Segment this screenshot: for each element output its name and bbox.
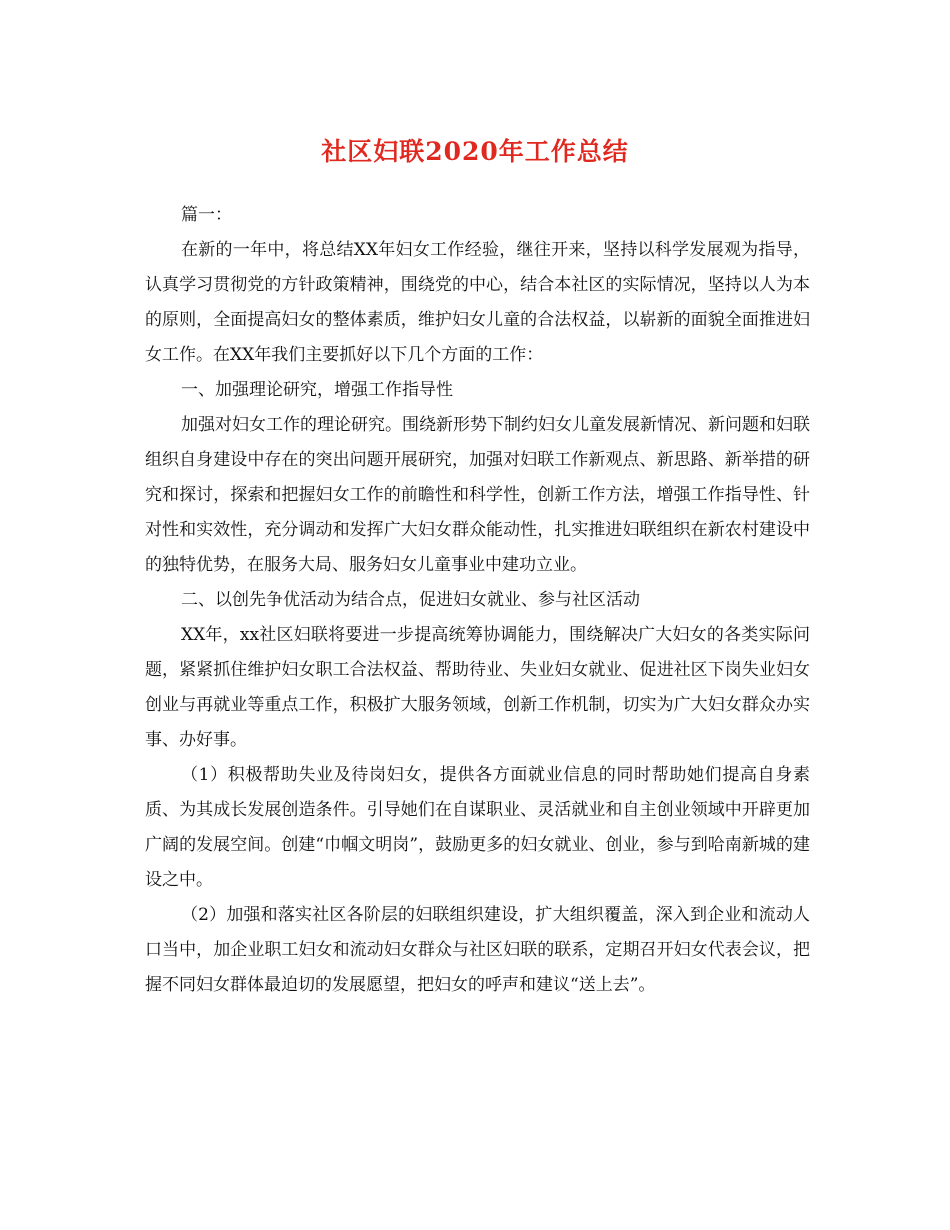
heading-section-two: 二、以创先争优活动为结合点，促进妇女就业、参与社区活动 — [181, 590, 640, 610]
paragraph-intro: 在新的一年中，将总结XX年妇女工作经验，继往开来，坚持以科学发展观为指导，认真学习贯彻党的方针政策精神，围绕党的中心，结合本社区的实际情况，坚持以人为本的原则，全面提高妇女的整体素质，维护妇女儿童的合法权益，以崭新的面貌全面推进妇女工作。在XX年我们主要抓好以下几个方面的工作： — [145, 240, 810, 365]
paragraph-theory-research: 加强对妇女工作的理论研究。围绕新形势下制约妇女儿童发展新情况、新问题和妇联组织自身建设中存在的突出问题开展研究，加强对妇联工作新观点、新思路、新举措的研究和探讨，探索和把握妇女工作的前瞻性和科学性，创新工作方法，增强工作指导性、针对性和实效性，充分调动和发挥广大妇女群众能动性，扎实推进妇联组织在新农村建设中的独特优势，在服务大局、服务妇女儿童事业中建功立业。 — [145, 415, 810, 575]
paragraph-section-label: 篇一： — [181, 205, 232, 225]
document-title: 社区妇联2020年工作总结 — [321, 137, 629, 166]
document-body — [145, 198, 810, 1003]
paragraph-employment: XX年，xx社区妇联将要进一步提高统筹协调能力，围绕解决广大妇女的各类实际问题，紧紧抓住维护妇女职工合法权益、帮助待业、失业妇女就业、促进社区下岗失业妇女创业与再就业等重点工作，积极扩大服务领域，创新工作机制，切实为广大妇女群众办实事、办好事。 — [145, 625, 810, 750]
heading-section-one: 一、加强理论研究，增强工作指导性 — [181, 380, 453, 400]
paragraph-item-2: （2）加强和落实社区各阶层的妇联组织建设，扩大组织覆盖，深入到企业和流动人口当中，加企业职工妇女和流动妇女群众与社区妇联的联系，定期召开妇女代表会议，把握不同妇女群体最迫切的发展愿望，把妇女的呼声和建议“送上去”。 — [145, 905, 810, 995]
paragraph-item-1: （1）积极帮助失业及待岗妇女，提供各方面就业信息的同时帮助她们提高自身素质、为其成长发展创造条件。引导她们在自谋职业、灵活就业和自主创业领域中开辟更加广阔的发展空间。创建“巾帼文明岗”，鼓励更多的妇女就业、创业，参与到哈南新城的建设之中。 — [145, 765, 810, 890]
